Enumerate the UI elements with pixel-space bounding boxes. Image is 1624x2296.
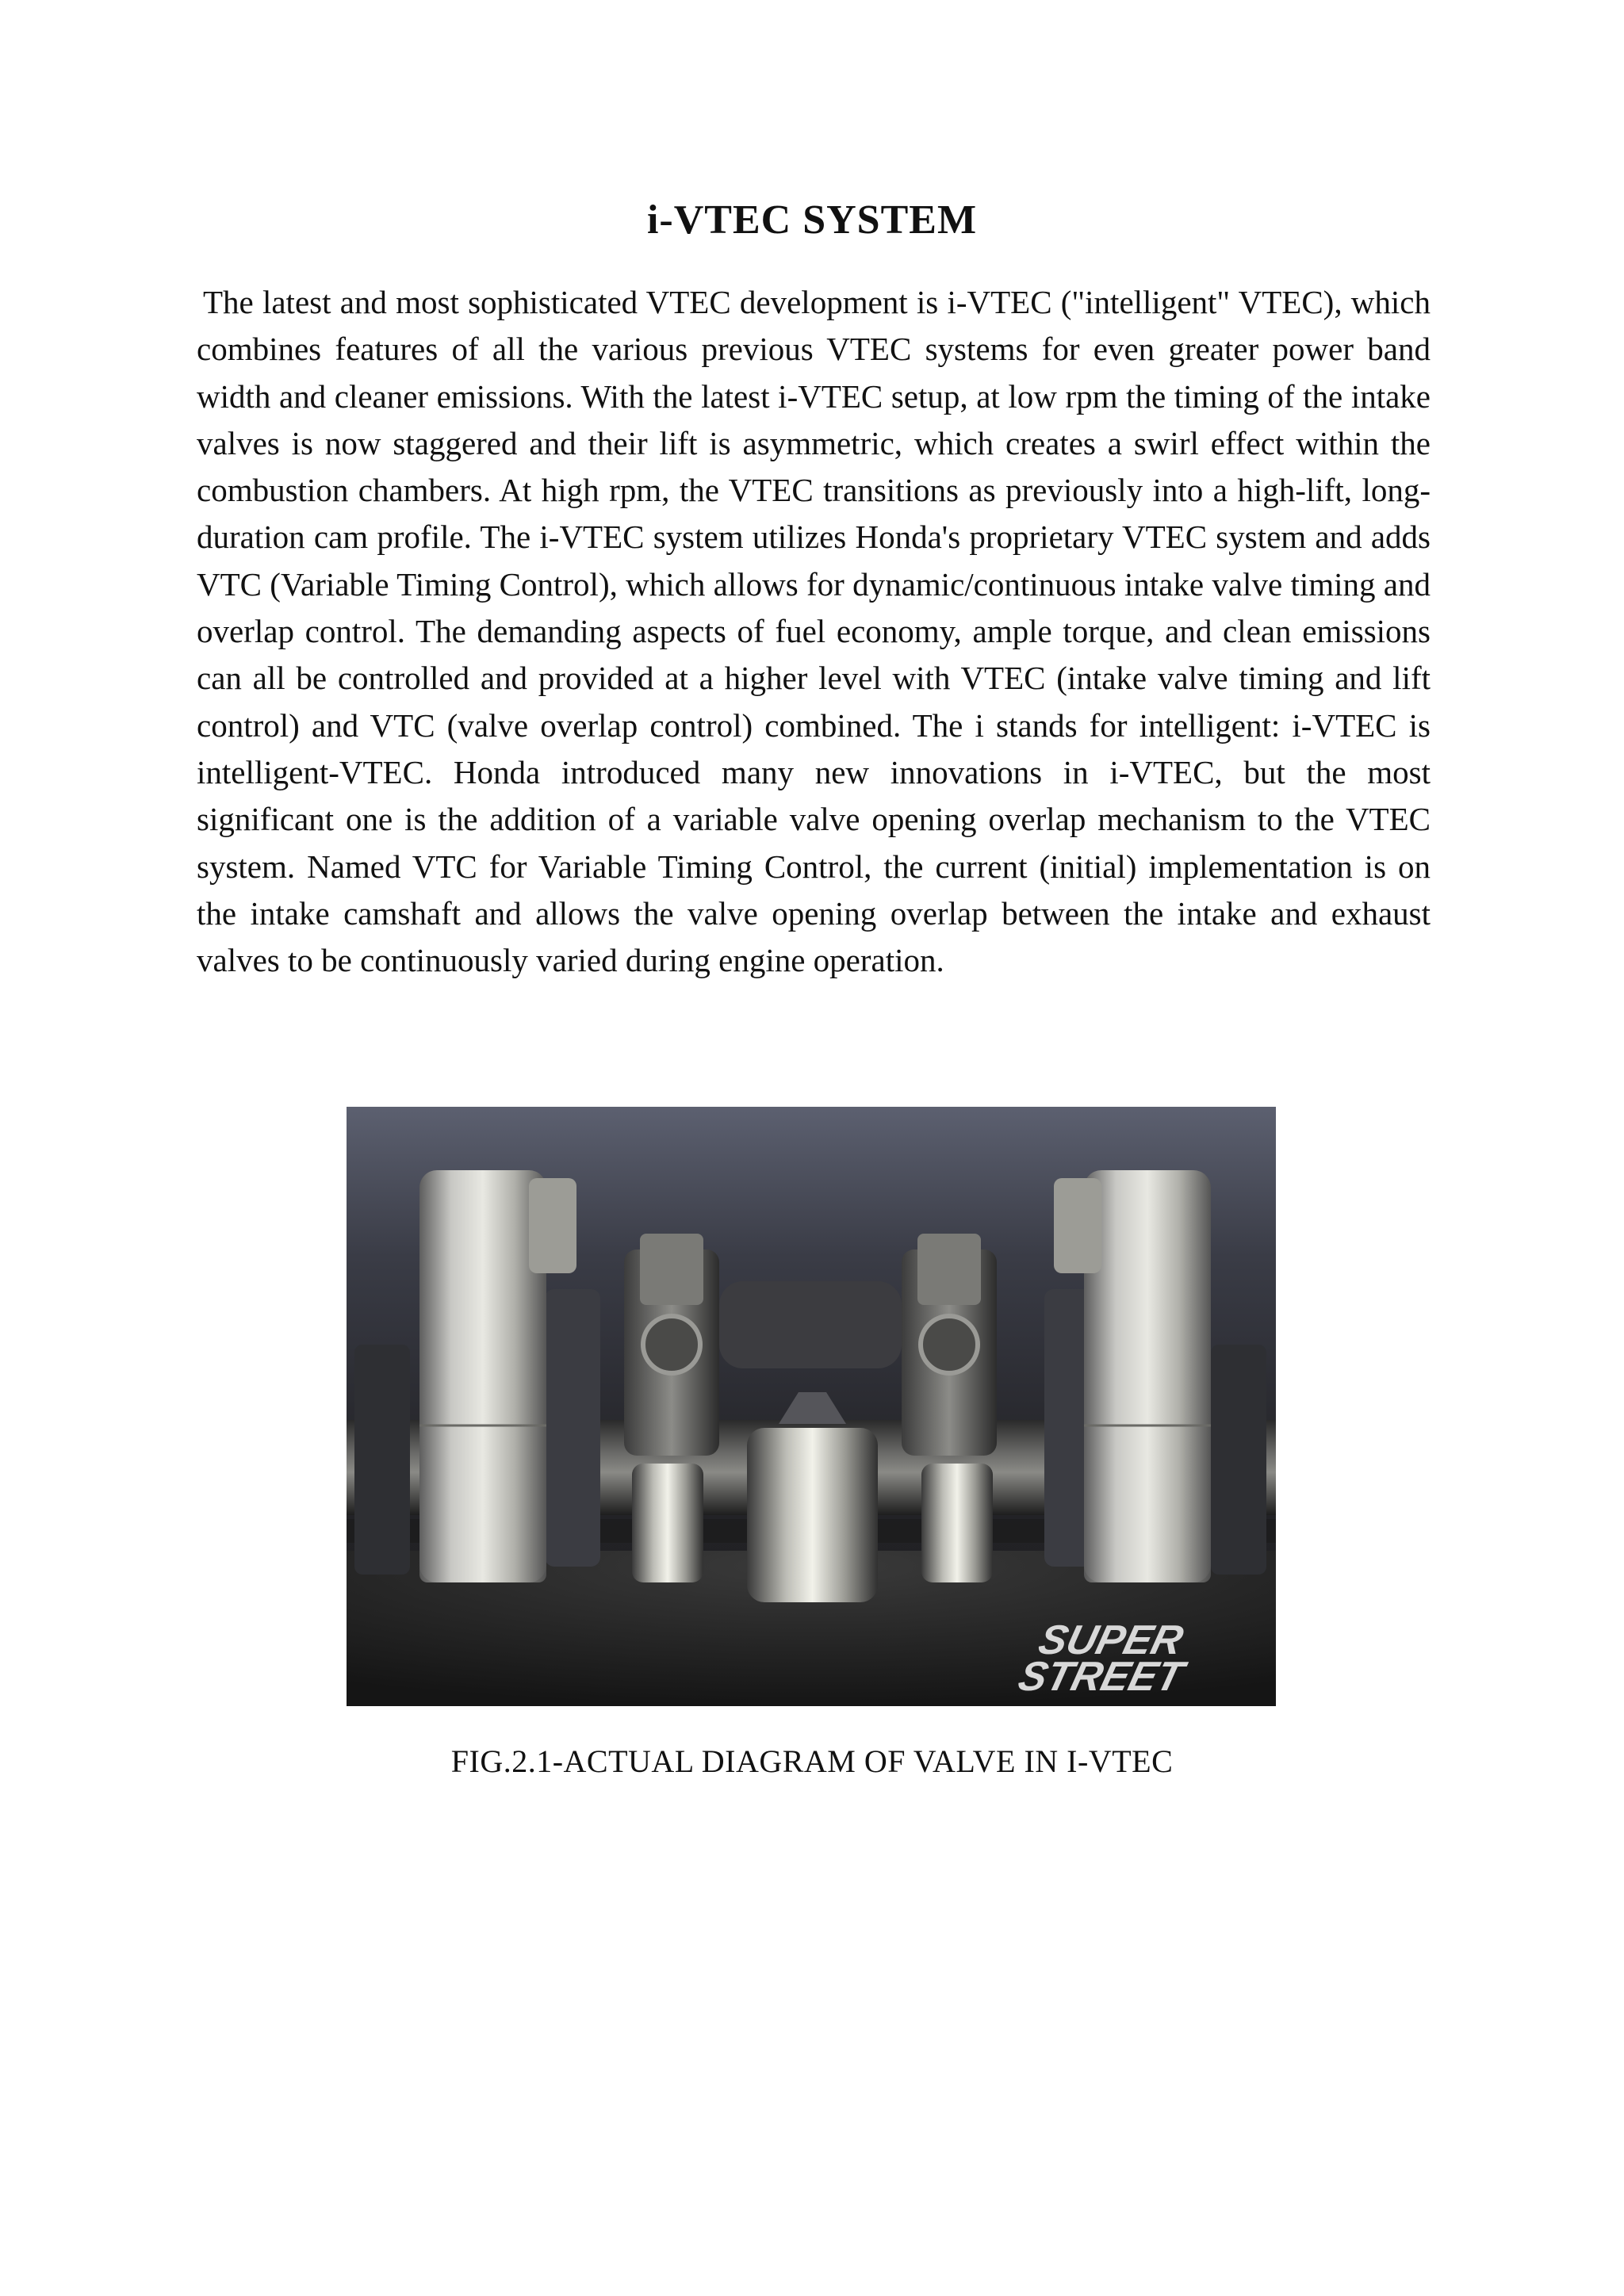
body-paragraph: The latest and most sophisticated VTEC development is i-VTEC ("intelligent" VTEC), which combines features of all the various previous VTEC systems for even greater power band width and cleaner emissions. With the latest i-VTEC setup, at low rpm the timing of the intake valves is now staggered and their lift is asymmetric, which creates a swirl effect within the combustion chambers. At high rpm, the VTEC transitions as previously into a high-lift, long-duration cam profile. The i-VTEC system utilizes Honda's proprietary VTEC system and adds VTC (Variable Timing Control), which allows for dynamic/continuous intake valve timing and overlap control. The demanding aspects of fuel economy, ample torque, and clean emissions can all be controlled and provided at a higher level with VTEC (intake valve timing and lift control) and VTC (valve overlap control) combined. The i stands for intelligent: i-VTEC is intelligent-VTEC. Honda introduced many new innovations in i-VTEC, but the most significant one is the addition of a variable valve opening overlap mechanism to the VTEC system. Named VTC for Variable Timing Control, the current (initial) implementation is on the intake camshaft and allows the valve opening overlap between the intake and exhaust valves to be continuously varied during engine operation. (197, 284, 1431, 979)
watermark-super: SUPER (1034, 1617, 1188, 1663)
valve-photo (347, 1107, 1276, 1706)
watermark-street: STREET (1013, 1653, 1189, 1700)
page-title: i-VTEC SYSTEM (646, 197, 978, 243)
watermark (1014, 1617, 1201, 1700)
figure-caption: FIG.2.1-ACTUAL DIAGRAM OF VALVE IN I-VTEC (450, 1743, 1174, 1779)
valve-photo-illustration (347, 1107, 1276, 1706)
